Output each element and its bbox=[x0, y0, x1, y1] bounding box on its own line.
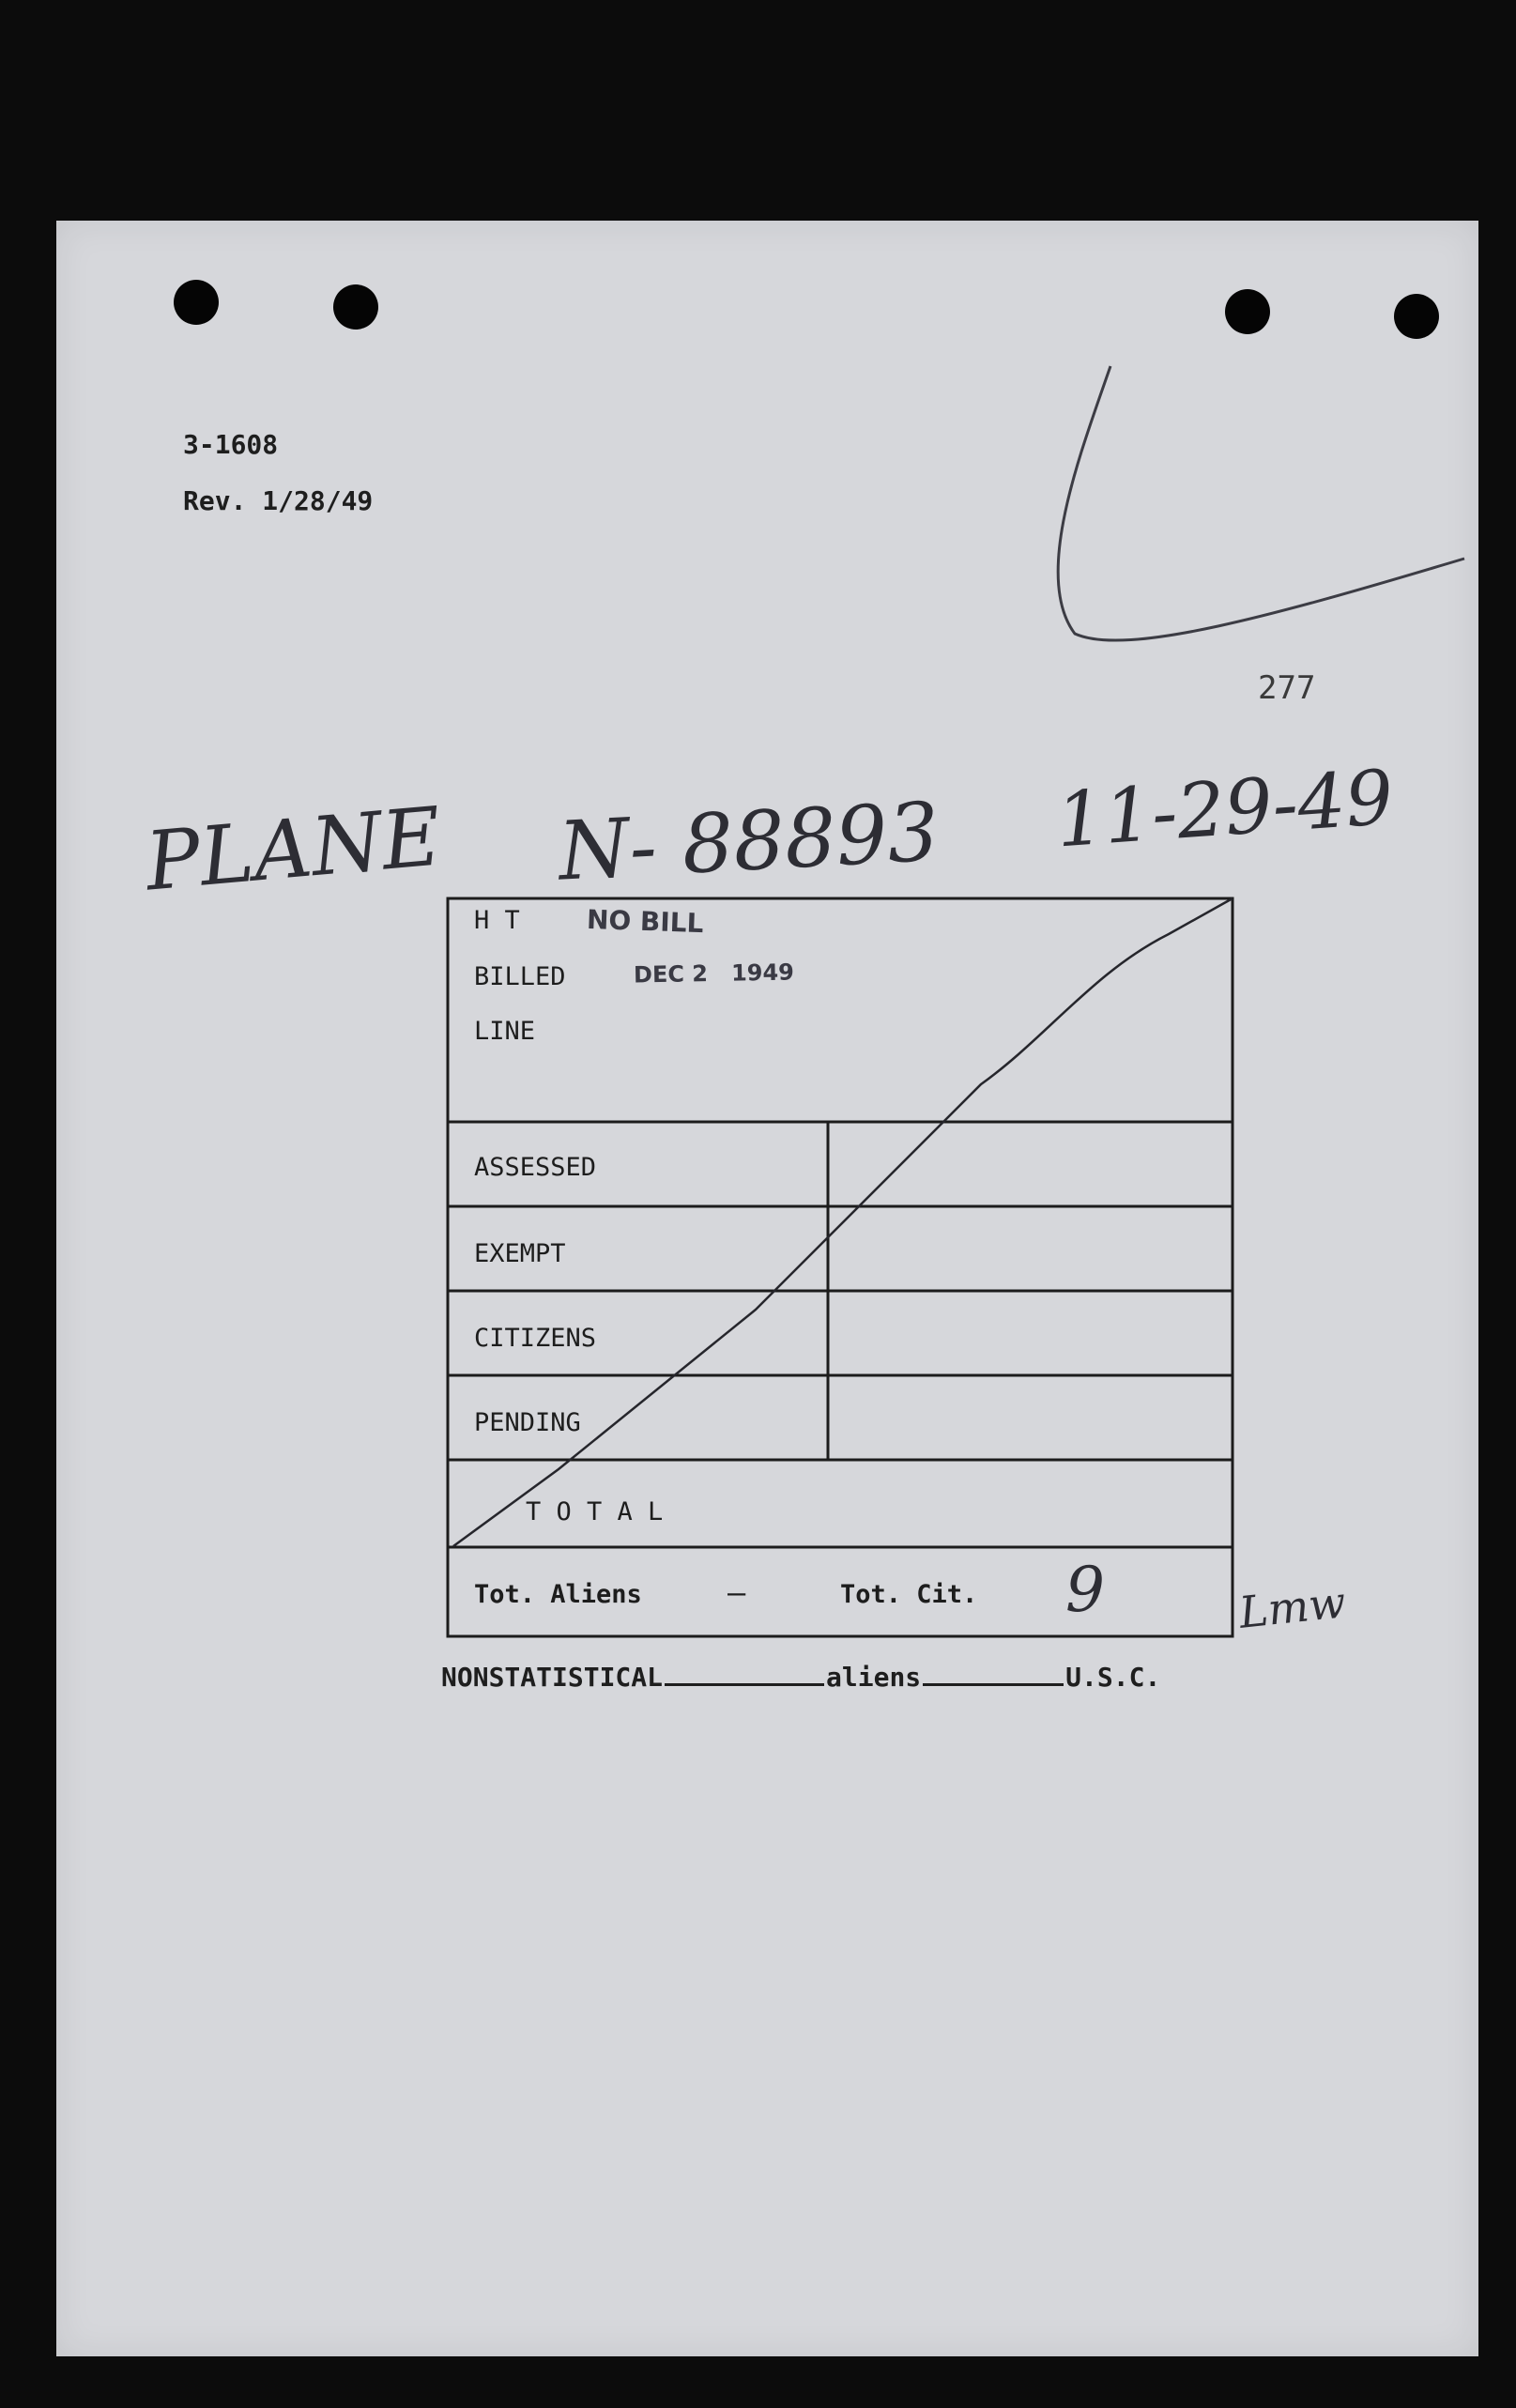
citizens-label: CITIZENS bbox=[474, 1324, 597, 1353]
ht-label: H T bbox=[474, 906, 520, 935]
total-aliens-value: — bbox=[727, 1574, 746, 1610]
total-citizens-value: 9 bbox=[1065, 1554, 1105, 1626]
nonstatistical-blank-1 bbox=[665, 1683, 824, 1686]
billed-label: BILLED bbox=[474, 962, 566, 991]
nonstatistical-blank-2 bbox=[923, 1683, 1064, 1686]
exempt-label: EXEMPT bbox=[474, 1239, 566, 1268]
handwritten-vessel: PLANE bbox=[142, 790, 445, 910]
form-revision: Rev. 1/28/49 bbox=[183, 485, 374, 516]
handwritten-date: 11-29-49 bbox=[1053, 753, 1397, 865]
total-label: T O T A L bbox=[526, 1497, 664, 1526]
total-citizens-label: Tot. Cit. bbox=[840, 1580, 978, 1609]
statistics-form bbox=[446, 897, 1234, 1638]
page-number: 277 bbox=[1258, 669, 1316, 707]
line-label: LINE bbox=[474, 1017, 536, 1046]
no-bill-stamp: NO BILL bbox=[586, 903, 704, 940]
nonstatistical-usc-label: U.S.C. bbox=[1065, 1662, 1161, 1693]
handwritten-registration: N- 88893 bbox=[556, 785, 942, 899]
nonstatistical-label: NONSTATISTICAL bbox=[441, 1662, 664, 1693]
total-aliens-label: Tot. Aliens bbox=[474, 1580, 642, 1609]
assessed-label: ASSESSED bbox=[474, 1153, 597, 1182]
nonstatistical-aliens-label: aliens bbox=[826, 1662, 922, 1693]
billed-date-stamp: DEC 2 1949 bbox=[633, 959, 795, 989]
form-number: 3-1608 bbox=[183, 429, 279, 460]
handwritten-initials: Lmw bbox=[1236, 1576, 1349, 1638]
pending-label: PENDING bbox=[474, 1408, 581, 1437]
nonstatistical-line bbox=[441, 1662, 1160, 1693]
